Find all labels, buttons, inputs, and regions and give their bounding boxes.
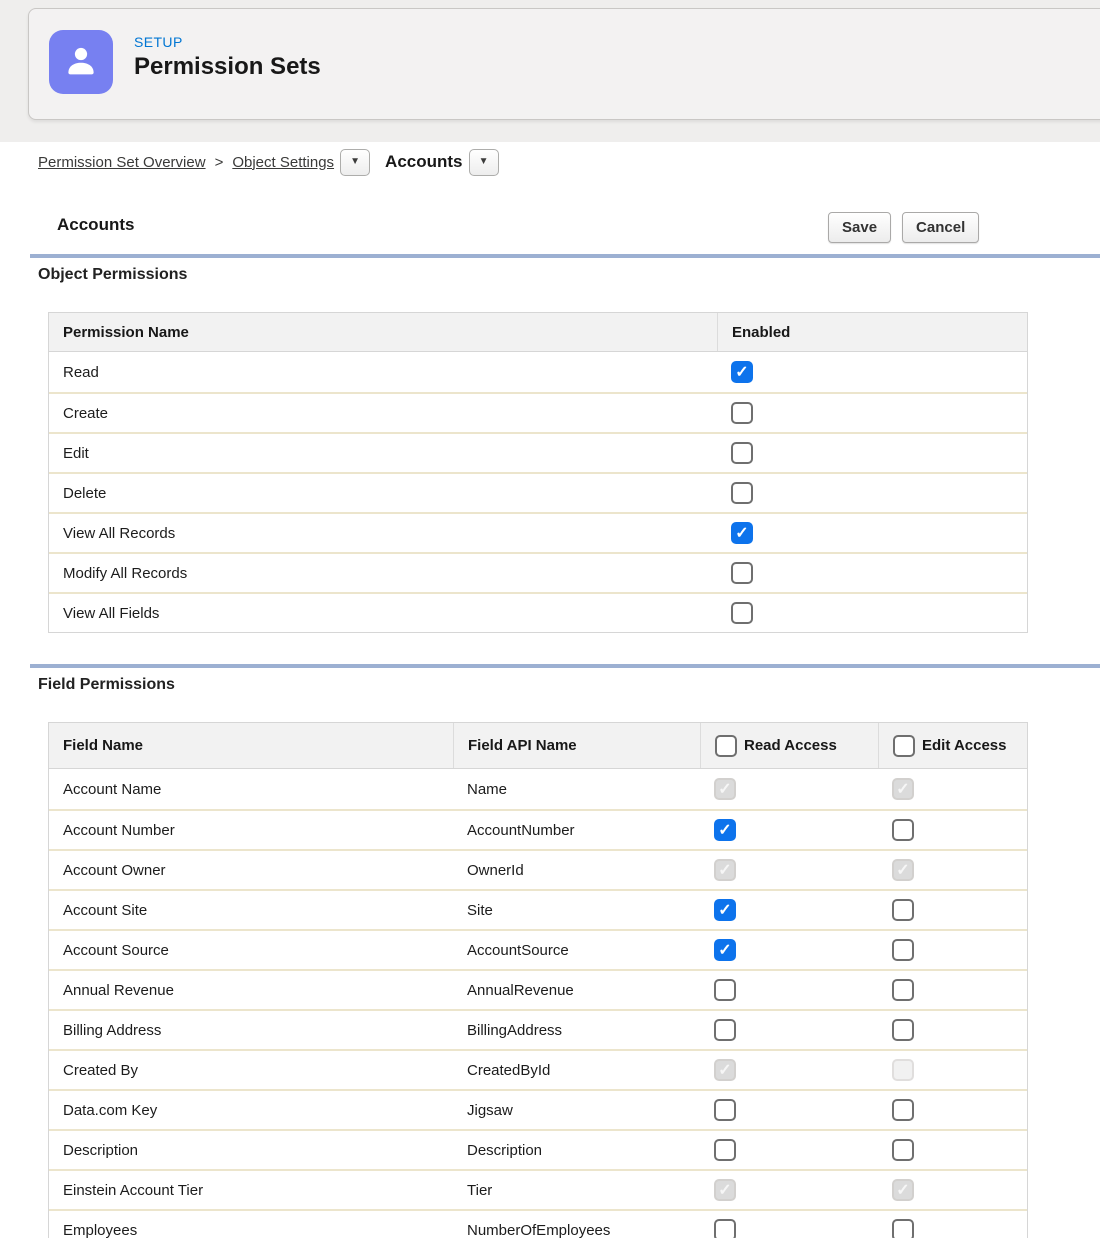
table-row bbox=[49, 809, 1027, 849]
edit-access-cell bbox=[878, 1219, 1027, 1238]
field-name: Account Owner bbox=[63, 861, 166, 879]
field-api-name: NumberOfEmployees bbox=[467, 1221, 611, 1238]
checkbox-unchecked[interactable] bbox=[892, 1019, 914, 1041]
column-header-permission-name: Permission Name bbox=[63, 323, 189, 341]
read-access-cell bbox=[700, 1179, 878, 1201]
checkbox-unchecked[interactable] bbox=[714, 1019, 736, 1041]
read-access-cell bbox=[700, 1099, 878, 1121]
field-api-name: Name bbox=[467, 780, 508, 798]
checkbox-disabled-checked bbox=[892, 859, 914, 881]
checkbox-checked[interactable] bbox=[731, 522, 753, 544]
table-row bbox=[49, 392, 1027, 432]
read-access-cell bbox=[700, 1139, 878, 1161]
user-icon bbox=[60, 39, 102, 86]
field-name: Description bbox=[63, 1141, 139, 1159]
column-header-field-api-name: Field API Name bbox=[453, 723, 700, 768]
enabled-cell bbox=[717, 522, 1027, 544]
read-access-cell bbox=[700, 939, 878, 961]
table-row bbox=[49, 1049, 1027, 1089]
object-permissions-table-body bbox=[49, 352, 1027, 632]
field-name: Account Name bbox=[63, 780, 162, 798]
checkbox-unchecked[interactable] bbox=[892, 819, 914, 841]
field-permissions-table-body bbox=[49, 769, 1027, 1238]
column-header-field-name: Field Name bbox=[63, 737, 144, 754]
checkbox-checked[interactable] bbox=[714, 939, 736, 961]
object-permissions-header-row bbox=[49, 313, 1027, 352]
permission-name: Edit bbox=[63, 444, 89, 462]
edit-access-cell bbox=[878, 939, 1027, 961]
checkbox-unchecked[interactable] bbox=[892, 1139, 914, 1161]
checkbox-unchecked[interactable] bbox=[731, 442, 753, 464]
checkbox-unchecked[interactable] bbox=[731, 562, 753, 584]
column-header-enabled: Enabled bbox=[717, 313, 1027, 351]
table-row bbox=[49, 512, 1027, 552]
object-settings-dropdown-button[interactable] bbox=[340, 149, 370, 176]
permission-name: Delete bbox=[63, 484, 107, 502]
column-header-edit-access bbox=[878, 723, 1027, 768]
field-api-name: Site bbox=[467, 901, 493, 919]
checkbox-unchecked[interactable] bbox=[892, 899, 914, 921]
edit-access-cell bbox=[878, 1139, 1027, 1161]
checkbox-unchecked[interactable] bbox=[892, 979, 914, 1001]
checkbox-checked[interactable] bbox=[714, 899, 736, 921]
field-api-name: Description bbox=[467, 1141, 543, 1159]
read-access-cell bbox=[700, 1219, 878, 1238]
breadcrumb-separator: > bbox=[214, 153, 224, 171]
table-row bbox=[49, 1209, 1027, 1238]
checkbox-unchecked[interactable] bbox=[714, 1219, 736, 1238]
read-access-select-all-checkbox[interactable] bbox=[715, 735, 737, 757]
checkbox-unchecked[interactable] bbox=[892, 1099, 914, 1121]
edit-access-cell bbox=[878, 859, 1027, 881]
field-api-name: Jigsaw bbox=[467, 1101, 513, 1119]
edit-access-cell bbox=[878, 1179, 1027, 1201]
save-button[interactable]: Save bbox=[828, 212, 891, 243]
object-permissions-table bbox=[48, 312, 1028, 633]
edit-access-cell bbox=[878, 1019, 1027, 1041]
permission-name: Modify All Records bbox=[63, 564, 188, 582]
enabled-cell bbox=[717, 361, 1027, 383]
field-name: Account Source bbox=[63, 941, 169, 959]
table-row bbox=[49, 352, 1027, 392]
field-name: Employees bbox=[63, 1221, 138, 1238]
read-access-cell bbox=[700, 899, 878, 921]
checkbox-unchecked[interactable] bbox=[714, 1139, 736, 1161]
checkbox-checked[interactable] bbox=[714, 819, 736, 841]
table-row bbox=[49, 889, 1027, 929]
field-api-name: OwnerId bbox=[467, 861, 524, 879]
field-api-name: AccountNumber bbox=[467, 821, 575, 839]
object-heading: Accounts bbox=[57, 215, 135, 234]
checkbox-unchecked[interactable] bbox=[731, 602, 753, 624]
permission-sets-avatar bbox=[49, 30, 113, 94]
edit-access-label: Edit Access bbox=[922, 737, 1007, 754]
read-access-cell bbox=[700, 979, 878, 1001]
enabled-cell bbox=[717, 402, 1027, 424]
permission-name: View All Records bbox=[63, 524, 176, 542]
permission-name: Create bbox=[63, 404, 109, 422]
table-row bbox=[49, 769, 1027, 809]
enabled-cell bbox=[717, 602, 1027, 624]
chevron-down-icon: ▼ bbox=[350, 156, 360, 167]
table-row bbox=[49, 1169, 1027, 1209]
read-access-cell bbox=[700, 819, 878, 841]
edit-access-cell bbox=[878, 1059, 1027, 1081]
edit-access-cell bbox=[878, 1099, 1027, 1121]
enabled-cell bbox=[717, 442, 1027, 464]
read-access-cell bbox=[700, 859, 878, 881]
checkbox-disabled-checked bbox=[714, 1059, 736, 1081]
checkbox-unchecked[interactable] bbox=[714, 979, 736, 1001]
checkbox-checked[interactable] bbox=[731, 361, 753, 383]
checkbox-disabled-checked bbox=[892, 778, 914, 800]
accounts-dropdown-button[interactable] bbox=[469, 149, 499, 176]
edit-access-cell bbox=[878, 778, 1027, 800]
setup-eyebrow: SETUP bbox=[134, 34, 183, 50]
checkbox-disabled-checked bbox=[892, 1179, 914, 1201]
chevron-down-icon: ▼ bbox=[478, 156, 489, 167]
checkbox-unchecked[interactable] bbox=[892, 1219, 914, 1238]
permission-name: View All Fields bbox=[63, 604, 160, 622]
field-api-name: BillingAddress bbox=[467, 1021, 563, 1039]
table-row bbox=[49, 592, 1027, 632]
cancel-button[interactable]: Cancel bbox=[902, 212, 979, 243]
field-name: Account Number bbox=[63, 821, 175, 839]
page-title: Permission Sets bbox=[134, 53, 321, 80]
edit-access-cell bbox=[878, 899, 1027, 921]
section-divider bbox=[30, 664, 1100, 668]
table-row bbox=[49, 1129, 1027, 1169]
enabled-cell bbox=[717, 562, 1027, 584]
edit-access-cell bbox=[878, 819, 1027, 841]
section-divider bbox=[30, 254, 1100, 258]
permission-name: Read bbox=[63, 363, 99, 381]
breadcrumb-object-settings[interactable]: Object Settings bbox=[232, 153, 335, 171]
field-api-name: CreatedById bbox=[467, 1061, 551, 1079]
table-row bbox=[49, 849, 1027, 889]
setup-banner bbox=[0, 0, 1100, 142]
table-row bbox=[49, 1009, 1027, 1049]
read-access-cell bbox=[700, 1059, 878, 1081]
enabled-cell bbox=[717, 482, 1027, 504]
field-permissions-header-row bbox=[49, 723, 1027, 769]
checkbox-unchecked[interactable] bbox=[731, 402, 753, 424]
field-name: Data.com Key bbox=[63, 1101, 158, 1119]
checkbox-disabled-checked bbox=[714, 778, 736, 800]
field-api-name: AnnualRevenue bbox=[467, 981, 574, 999]
edit-access-select-all-checkbox[interactable] bbox=[893, 735, 915, 757]
action-buttons bbox=[828, 212, 979, 243]
checkbox-unchecked[interactable] bbox=[714, 1099, 736, 1121]
checkbox-disabled-checked bbox=[714, 859, 736, 881]
column-header-read-access bbox=[700, 723, 878, 768]
field-permissions-title: Field Permissions bbox=[38, 676, 175, 693]
read-access-label: Read Access bbox=[744, 737, 837, 754]
field-name: Einstein Account Tier bbox=[63, 1181, 204, 1199]
edit-access-cell bbox=[878, 979, 1027, 1001]
breadcrumb-permission-set-overview[interactable]: Permission Set Overview bbox=[38, 153, 206, 171]
field-name: Account Site bbox=[63, 901, 148, 919]
field-permissions-table bbox=[48, 722, 1028, 1238]
field-name: Annual Revenue bbox=[63, 981, 174, 999]
table-row bbox=[49, 432, 1027, 472]
setup-header-card bbox=[28, 8, 1100, 120]
table-row bbox=[49, 1089, 1027, 1129]
field-name: Created By bbox=[63, 1061, 139, 1079]
breadcrumb bbox=[38, 147, 499, 177]
checkbox-unchecked[interactable] bbox=[892, 939, 914, 961]
table-row bbox=[49, 969, 1027, 1009]
checkbox-disabled-checked bbox=[714, 1179, 736, 1201]
field-api-name: Tier bbox=[467, 1181, 493, 1199]
read-access-cell bbox=[700, 778, 878, 800]
table-row bbox=[49, 472, 1027, 512]
table-row bbox=[49, 552, 1027, 592]
field-name: Billing Address bbox=[63, 1021, 162, 1039]
read-access-cell bbox=[700, 1019, 878, 1041]
checkbox-unchecked[interactable] bbox=[731, 482, 753, 504]
table-row bbox=[49, 929, 1027, 969]
breadcrumb-current-object: Accounts bbox=[385, 152, 463, 171]
object-permissions-title: Object Permissions bbox=[38, 266, 188, 283]
checkbox-disabled-unchecked bbox=[892, 1059, 914, 1081]
field-api-name: AccountSource bbox=[467, 941, 569, 959]
